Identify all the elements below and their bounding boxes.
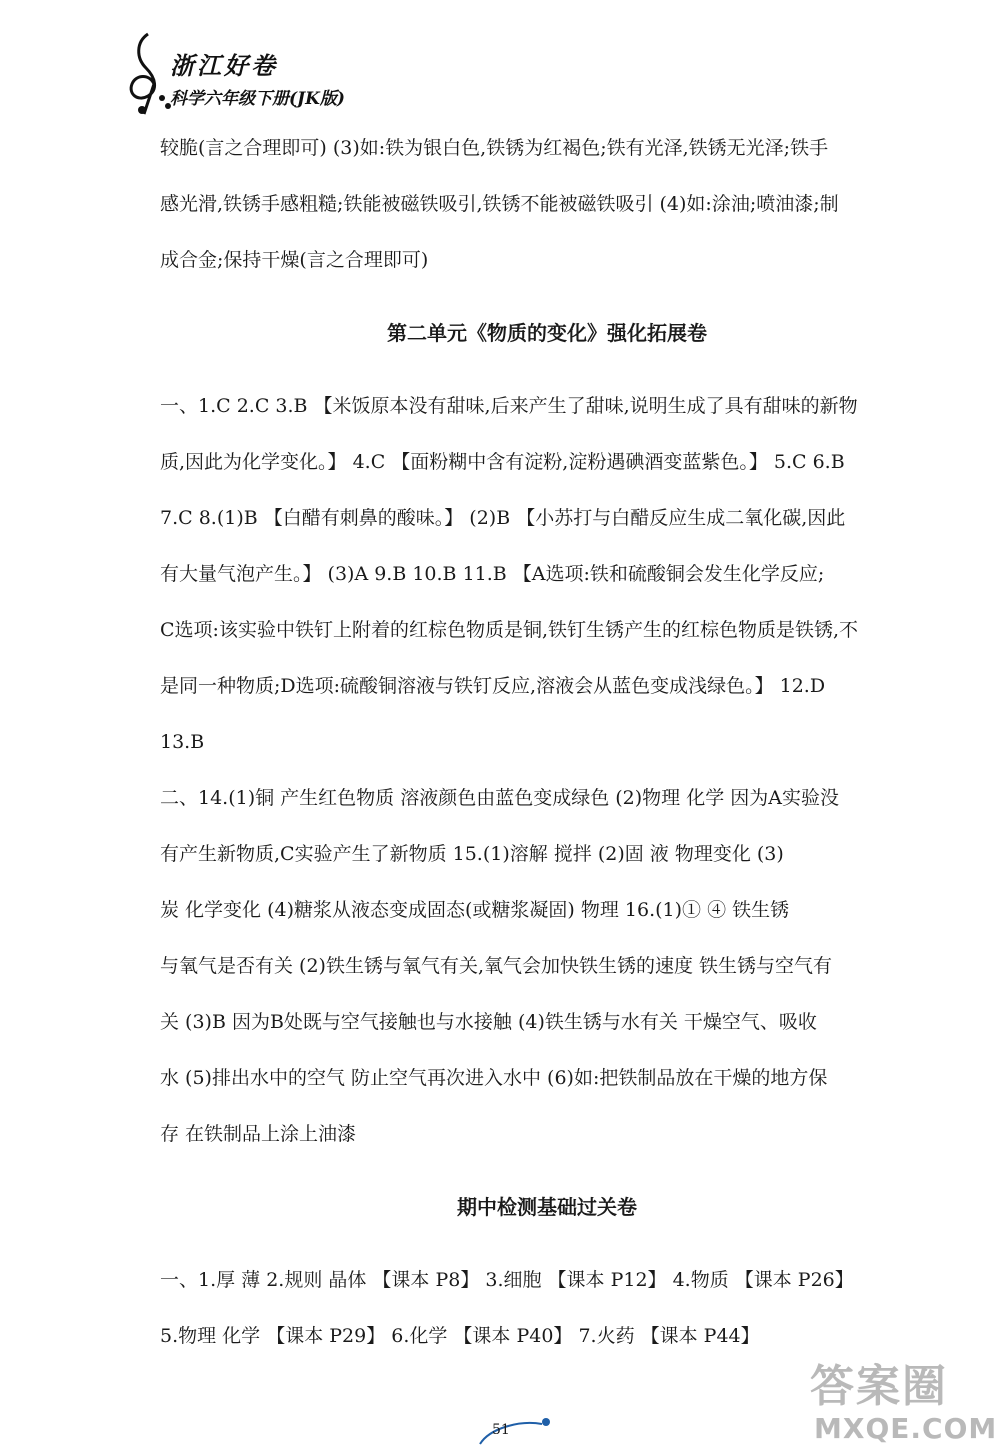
text-line: 较脆(言之合理即可) (3)如:铁为银白色,铁锈为红褐色;铁有光泽,铁锈无光泽;铁手 (160, 137, 829, 159)
section-title: 期中检测基础过关卷 (457, 1195, 637, 1219)
text-line: 存 在铁制品上涂上油漆 (160, 1123, 357, 1145)
text-line: 13.B (160, 731, 205, 753)
site-watermark (810, 1350, 998, 1450)
treble-clef-icon (118, 28, 178, 118)
text-line: 关 (3)B 因为B处既与空气接触也与水接触 (4)铁生锈与水有关 干燥空气、吸收 (160, 1011, 817, 1033)
text-line: 有大量气泡产生。】 (3)A 9.B 10.B 11.B 【A选项:铁和硫酸铜会发生化学反应; (160, 563, 825, 585)
text-line: 是同一种物质;D选项:硫酸铜溶液与铁钉反应,溶液会从蓝色变成浅绿色。】 12.D (160, 675, 826, 697)
text-line: 质,因此为化学变化。】 4.C 【面粉糊中含有淀粉,淀粉遇碘酒变蓝紫色。】 5.C 6.B (160, 451, 845, 473)
text-line: 炭 化学变化 (4)糖浆从液态变成固态(或糖浆凝固) 物理 16.(1)① ④ 铁生锈 (160, 899, 790, 921)
page-number-ornament (470, 1400, 560, 1450)
text-line: 一、1.厚 薄 2.规则 晶体 【课本 P8】 3.细胞 【课本 P12】 4.物质 【课本 P26】 (160, 1269, 854, 1291)
text-line: 一、1.C 2.C 3.B 【米饭原本没有甜味,后来产生了甜味,说明生成了具有甜味的新物 (160, 395, 858, 417)
text-line: 有产生新物质,C实验产生了新物质 15.(1)溶解 搅拌 (2)固 液 物理变化 (3) (160, 843, 784, 865)
text-line: 感光滑,铁锈手感粗糙;铁能被磁铁吸引,铁锈不能被磁铁吸引 (4)如:涂油;喷油漆;制 (160, 193, 839, 215)
text-line: 成合金;保持干燥(言之合理即可) (160, 249, 429, 271)
text-line: 水 (5)排出水中的空气 防止空气再次进入水中 (6)如:把铁制品放在干燥的地方保 (160, 1067, 828, 1089)
section-title: 第二单元《物质的变化》强化拓展卷 (387, 321, 707, 345)
text-line: 7.C 8.(1)B 【白醋有刺鼻的酸味。】 (2)B 【小苏打与白醋反应生成二氧化碳,因此 (160, 507, 846, 529)
text-line: C选项:该实验中铁钉上附着的红棕色物质是铜,铁钉生锈产生的红棕色物质是铁锈,不 (160, 619, 859, 641)
answer-content (160, 120, 934, 1364)
brand-title: 浙江好卷 (170, 51, 278, 80)
swirl-ornament-icon (470, 1400, 560, 1450)
page-number: 51 (492, 1422, 510, 1438)
page-header (118, 28, 538, 118)
text-line: 二、14.(1)铜 产生红色物质 溶液颜色由蓝色变成绿色 (2)物理 化学 因为A实验没 (160, 787, 839, 809)
text-line: 与氧气是否有关 (2)铁生锈与氧气有关,氧气会加快铁生锈的速度 铁生锈与空气有 (160, 955, 833, 977)
book-subtitle: 科学六年级下册(JK版) (170, 89, 345, 109)
text-line: 5.物理 化学 【课本 P29】 6.化学 【课本 P40】 7.火药 【课本 P44】 (160, 1325, 760, 1347)
watermark-logo-text: 答案圈 (810, 1361, 948, 1412)
watermark-url: MXQE.COM (814, 1412, 998, 1445)
